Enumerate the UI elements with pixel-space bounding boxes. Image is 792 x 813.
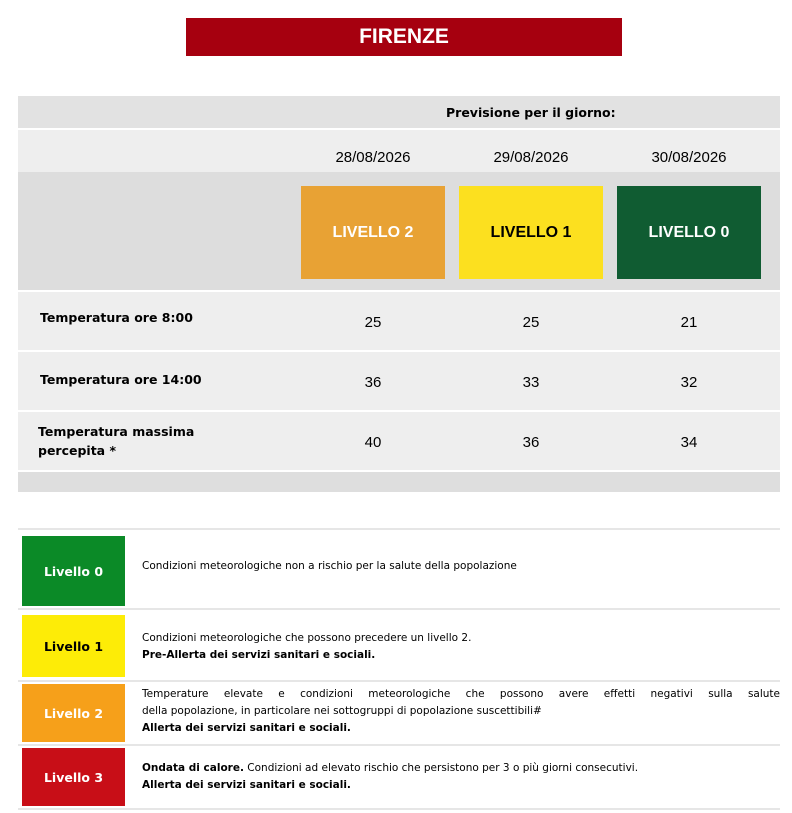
row-value: 21 bbox=[680, 314, 698, 331]
row-value: 32 bbox=[680, 374, 698, 391]
legend-desc: Condizioni ad elevato rischio che persistono per 3 o più giorni consecutivi. bbox=[243, 762, 639, 774]
row-label: Temperatura ore 14:00 bbox=[40, 372, 202, 387]
row-value: 25 bbox=[364, 314, 382, 331]
level-badge-day-2: LIVELLO 1 bbox=[459, 186, 603, 279]
table-row-temp-max bbox=[18, 412, 780, 470]
row-value: 40 bbox=[364, 434, 382, 451]
legend-lead-bold: Ondata di calore. bbox=[142, 762, 244, 774]
dates-row bbox=[18, 130, 780, 172]
legend-row-2 bbox=[18, 680, 780, 744]
legend-desc-bold: Pre-Allerta dei servizi sanitari e sociali. bbox=[142, 649, 376, 661]
row-value: 34 bbox=[680, 434, 698, 451]
forecast-header: Previsione per il giorno: bbox=[18, 96, 780, 128]
legend-swatch-0: Livello 0 bbox=[22, 536, 125, 606]
legend-desc: Condizioni meteorologiche non a rischio per la salute della popolazione bbox=[142, 560, 517, 572]
legend-desc-bold: Allerta dei servizi sanitari e sociali. bbox=[142, 722, 351, 734]
table-row-temp-14 bbox=[18, 352, 780, 410]
row-value: 25 bbox=[522, 314, 540, 331]
legend-text-1 bbox=[142, 630, 780, 664]
legend-text-0 bbox=[142, 558, 780, 575]
legend-row-3 bbox=[18, 744, 780, 810]
row-label-line-1: Temperatura massima bbox=[38, 424, 195, 439]
legend-row-1 bbox=[18, 608, 780, 680]
date-day-3: 30/08/2026 bbox=[651, 149, 727, 166]
row-value: 33 bbox=[522, 374, 540, 391]
level-legend bbox=[18, 528, 780, 810]
legend-desc: Condizioni meteorologiche che possono precedere un livello 2. bbox=[142, 632, 472, 644]
legend-desc-2: della popolazione, in particolare nei sottogruppi di popolazione suscettibili# bbox=[142, 705, 542, 717]
row-label: Temperatura ore 8:00 bbox=[40, 310, 193, 325]
legend-swatch-1: Livello 1 bbox=[22, 615, 125, 677]
date-day-2: 29/08/2026 bbox=[493, 149, 569, 166]
legend-text-3 bbox=[142, 760, 780, 794]
legend-row-0 bbox=[18, 528, 780, 608]
legend-desc-bold: Allerta dei servizi sanitari e sociali. bbox=[142, 779, 351, 791]
legend-swatch-3: Livello 3 bbox=[22, 748, 125, 806]
legend-desc: Temperature elevate e condizioni meteorologiche che possono avere effetti negativi sulla salute bbox=[142, 688, 780, 700]
row-value: 36 bbox=[364, 374, 382, 391]
levels-row bbox=[18, 172, 780, 290]
date-day-1: 28/08/2026 bbox=[335, 149, 411, 166]
level-badge-day-3: LIVELLO 0 bbox=[617, 186, 761, 279]
table-row-temp-8 bbox=[18, 292, 780, 350]
row-label-line-2: percepita * bbox=[38, 443, 117, 458]
forecast-table bbox=[18, 96, 780, 492]
table-footer bbox=[18, 472, 780, 492]
row-value: 36 bbox=[522, 434, 540, 451]
row-label bbox=[38, 422, 194, 460]
legend-swatch-2: Livello 2 bbox=[22, 684, 125, 742]
level-badge-day-1: LIVELLO 2 bbox=[301, 186, 445, 279]
city-title: FIRENZE bbox=[186, 18, 622, 56]
legend-text-2 bbox=[142, 686, 780, 737]
